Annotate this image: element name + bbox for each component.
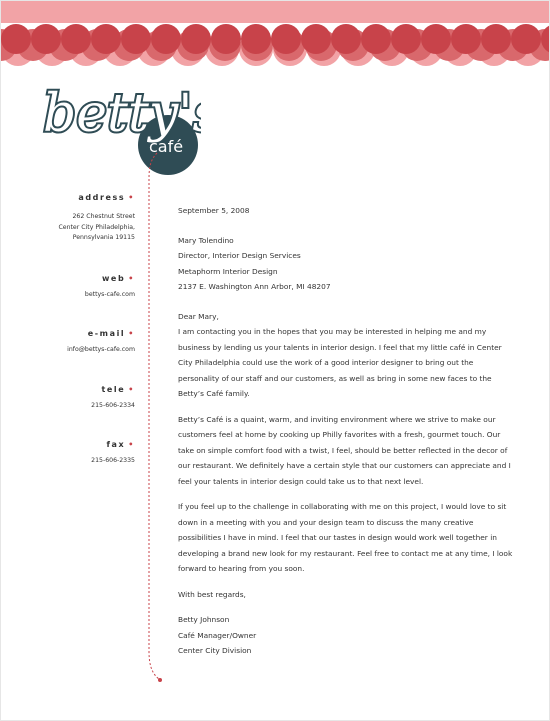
address-block <box>1 193 135 244</box>
scallop <box>391 24 421 54</box>
scallop <box>421 24 451 54</box>
recipient-title: Director, Interior Design Services <box>178 251 301 260</box>
bullet-icon: • <box>128 273 135 283</box>
fax-block <box>1 440 135 467</box>
contact-sidebar <box>1 193 135 467</box>
tele-block <box>1 385 135 412</box>
fax-value: 215-606-2335 <box>91 457 135 464</box>
scallop <box>31 24 61 54</box>
web-block <box>1 274 135 301</box>
paragraph-2: Betty’s Café is a quaint, warm, and inviting environment where we strive to make our customers feel at home by cooking up Philly favorites with a fresh, gourmet touch. Our take on simple comfort food with a twist, I feel, should be better reflected in the decor of our restaurant. We definitely have a certain style that our customers can appreciate and I feel your talents in interior design could take us to that next level. <box>178 414 511 486</box>
salutation: Dear Mary, <box>178 311 219 321</box>
scallop <box>331 24 361 54</box>
scallop <box>211 24 241 54</box>
recipient-address: 2137 E. Washington Ann Arbor, MI 48207 <box>178 282 331 291</box>
email-block <box>1 329 135 356</box>
bullet-icon: • <box>128 440 135 449</box>
scallop <box>121 24 151 54</box>
bullet-icon: • <box>128 329 135 338</box>
paragraph-1: I am contacting you in the hopes that you may be interested in helping me and my business by lending us your talents in interior design. I feel that my little café in Center City Philadelphia could use the work of a good interior designer to bring out the personality of our staff and our customers, as well as bring in some new faces to the Betty’s Café family. <box>178 327 502 398</box>
signature-division: Center City Division <box>178 646 252 655</box>
bullet-icon: • <box>128 193 135 202</box>
web-label: web <box>101 273 126 283</box>
recipient-company: Metaphorm Interior Design <box>178 266 278 276</box>
scallop <box>241 24 271 54</box>
email-label: e-mail <box>87 329 126 338</box>
signature-name: Betty Johnson <box>178 615 230 624</box>
scallop <box>61 24 91 54</box>
email-value[interactable]: info@bettys-cafe.com <box>67 346 135 353</box>
address-line-1: 262 Chestnut Street <box>72 213 135 220</box>
tele-value: 215-606-2334 <box>91 401 135 409</box>
scallop <box>1 24 31 54</box>
scallop <box>511 24 541 54</box>
tele-label: tele <box>101 384 126 394</box>
scallop <box>271 24 301 54</box>
bullet-icon: • <box>128 384 135 394</box>
fax-label: fax <box>106 440 126 449</box>
closing: With best regards, <box>178 589 246 599</box>
logo-subtitle: café <box>149 137 184 156</box>
bettys-cafe-logo <box>41 65 201 185</box>
address-label: address <box>78 193 126 202</box>
recipient-name: Mary Tolendino <box>178 235 234 245</box>
scallop <box>181 24 211 54</box>
logo-wordmark: betty' <box>43 84 193 144</box>
scallop <box>301 24 331 54</box>
web-value[interactable]: bettys-cafe.com <box>84 290 135 298</box>
dashed-divider <box>139 151 169 691</box>
scallop <box>91 24 121 54</box>
scallop <box>451 24 481 54</box>
address-line-2: Center City Philadelphia, <box>58 223 135 231</box>
letter-body <box>178 203 513 659</box>
signature-title: Café Manager/Owner <box>178 630 257 640</box>
letter-date: September 5, 2008 <box>178 206 250 215</box>
scallop <box>151 24 181 54</box>
scallop <box>361 24 391 54</box>
scallop <box>481 24 511 54</box>
address-line-3: Pennsylvania 19115 <box>72 234 135 241</box>
paragraph-3: If you feel up to the challenge in collaborating with me on this project, I would love to sit down in a meeting with you and your design team to discuss the many creative possibilities I have in mind. I feel that our tastes in design would work well together in developing a brand new look for my restaurant. Feel free to contact me at any time, I look forward to hearing from you soon. <box>178 502 513 573</box>
